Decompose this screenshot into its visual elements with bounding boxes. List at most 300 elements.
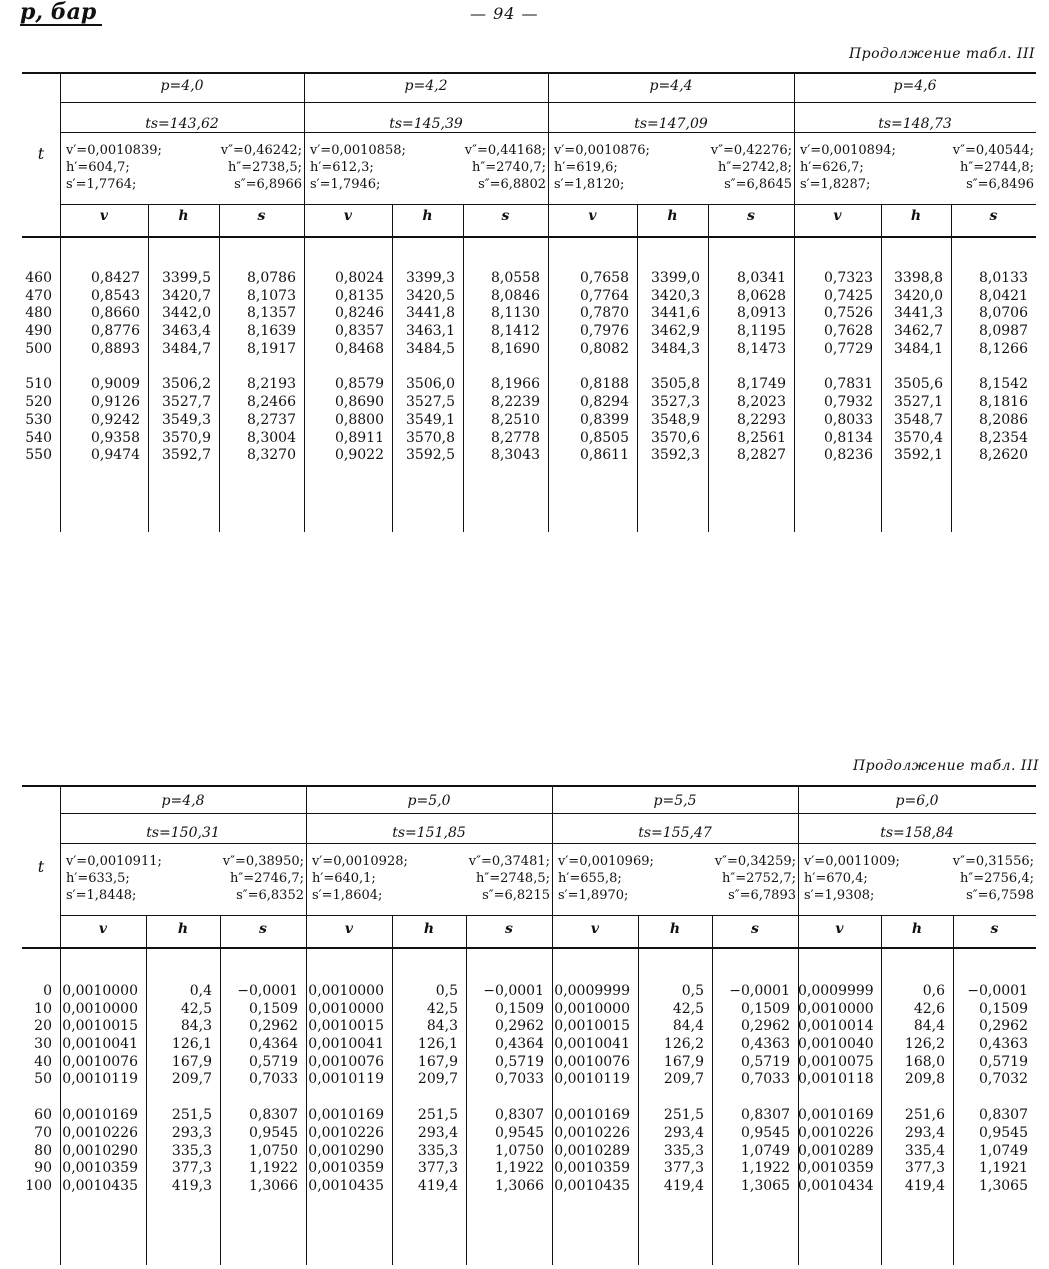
cell-v: 0,9009 (91, 376, 140, 393)
cell-h: 3484,3 (651, 340, 700, 357)
cell-v: 0,0010359 (798, 1160, 874, 1177)
cell-v: 0,0010118 (798, 1071, 874, 1088)
cell-s: 8,2086 (979, 411, 1028, 428)
cell-h: 293,4 (417, 1124, 458, 1141)
cell-h: 3398,8 (894, 270, 943, 286)
cell-s: 8,2510 (491, 411, 540, 428)
column-s (951, 270, 1028, 465)
cell-h: 3484,1 (894, 340, 943, 357)
cell-s: 0,8307 (249, 1107, 298, 1124)
cell-h: 84,4 (672, 1018, 704, 1035)
saturation-row (66, 853, 304, 870)
cell-h: 3548,9 (651, 411, 700, 428)
cell-s: 8,2737 (247, 411, 296, 428)
t-value: 0 (43, 983, 52, 999)
saturation-properties (804, 853, 1034, 904)
cell-s: 8,1966 (491, 376, 540, 393)
column-h (392, 270, 455, 465)
saturation-row (66, 870, 304, 887)
cell-h: 168,0 (904, 1053, 945, 1070)
cell-h: 3592,5 (406, 447, 455, 464)
cell-h: 377,3 (904, 1160, 945, 1177)
cell-v: 0,8468 (335, 340, 384, 357)
saturation-value-vapor: h″=2746,7; (230, 871, 304, 886)
cell-v: 0,0010359 (554, 1160, 630, 1177)
saturation-value-liquid: s′=1,8604; (312, 888, 383, 903)
t-value: 100 (25, 1177, 52, 1194)
saturation-row (804, 887, 1034, 904)
cell-s: 0,2962 (741, 1018, 790, 1035)
table-caption: Продолжение табл. III (852, 758, 1039, 774)
cell-v: 0,9242 (91, 411, 140, 428)
saturation-value-vapor: s″=6,8966 (234, 177, 302, 192)
cell-h: 0,5 (681, 983, 704, 999)
pressure-header: p=4,8 (161, 793, 205, 809)
column-header-s: s (990, 921, 999, 937)
cell-s: 0,7033 (249, 1071, 298, 1088)
column-v (798, 983, 873, 1196)
saturation-value-liquid: v′=0,0010876; (554, 143, 650, 158)
saturation-row (554, 159, 792, 176)
cell-s: 8,3043 (491, 447, 540, 464)
saturation-row (310, 159, 546, 176)
cell-v: 0,8134 (824, 429, 873, 446)
cell-s: 0,4363 (979, 1036, 1028, 1053)
cell-s: 0,7032 (979, 1071, 1028, 1088)
cell-h: 3570,8 (406, 429, 455, 446)
cell-h: 3441,3 (894, 305, 943, 322)
saturation-value-vapor: s″=6,8496 (966, 177, 1034, 192)
cell-v: 0,0010041 (554, 1036, 630, 1053)
cell-h: 3420,3 (651, 287, 700, 304)
column-header-v: v (343, 208, 353, 224)
column-v (304, 270, 384, 465)
cell-h: 3527,5 (406, 394, 455, 411)
cell-h: 167,9 (171, 1053, 212, 1070)
cell-v: 0,8776 (91, 323, 140, 340)
cell-s: 1,0749 (979, 1142, 1028, 1159)
column-v (548, 270, 629, 465)
cell-s: 8,0341 (737, 270, 786, 286)
cell-v: 0,0010076 (308, 1053, 384, 1070)
cell-h: 3441,8 (406, 305, 455, 322)
cell-h: 84,3 (426, 1018, 458, 1035)
cell-h: 3462,9 (651, 323, 700, 340)
cell-h: 42,6 (913, 1000, 945, 1017)
cell-h: 126,2 (663, 1036, 704, 1053)
cell-s: −0,0001 (967, 983, 1028, 999)
cell-s: 0,1509 (979, 1000, 1028, 1017)
cell-s: 8,0706 (979, 305, 1028, 322)
cell-h: 3484,7 (162, 340, 211, 357)
saturation-value-vapor: h″=2748,5; (476, 871, 550, 886)
saturation-row (66, 887, 304, 904)
cell-v: 0,8505 (580, 429, 629, 446)
cell-v: 0,9022 (335, 447, 384, 464)
saturation-properties (558, 853, 796, 904)
saturation-value-liquid: v′=0,0010894; (800, 143, 896, 158)
cell-v: 0,0010169 (798, 1107, 874, 1124)
column-header-s: s (501, 208, 510, 224)
column-v (60, 983, 138, 1196)
cell-v: 0,0010169 (554, 1107, 630, 1124)
cell-h: 335,4 (904, 1142, 945, 1159)
saturation-row (312, 853, 550, 870)
column-header-s: s (747, 208, 755, 224)
column-header-s: s (259, 921, 267, 937)
column-header-v: v (99, 208, 109, 224)
saturation-value-liquid: h′=655,8; (558, 871, 622, 886)
cell-h: 0,5 (435, 983, 458, 999)
cell-s: −0,0001 (483, 983, 544, 999)
cell-h: 3399,5 (162, 270, 211, 286)
cell-s: 0,5719 (249, 1053, 298, 1070)
cell-v: 0,8893 (91, 340, 140, 357)
rule-p (60, 813, 1036, 814)
cell-h: 3570,6 (651, 429, 700, 446)
variable-label: p, бар (20, 0, 102, 26)
cell-h: 419,4 (663, 1177, 704, 1194)
cell-v: 0,0010000 (308, 1000, 384, 1017)
cell-s: −0,0001 (237, 983, 298, 999)
cell-s: 8,1542 (979, 376, 1028, 393)
cell-s: 1,3066 (249, 1177, 298, 1194)
cell-h: 3420,0 (894, 287, 943, 304)
cell-h: 3462,7 (894, 323, 943, 340)
saturation-value-vapor: s″=6,8645 (724, 177, 792, 192)
cell-s: 0,9545 (741, 1124, 790, 1141)
cell-h: 3592,1 (894, 447, 943, 464)
pressure-header: p=4,4 (649, 78, 693, 94)
cell-s: 0,5719 (495, 1053, 544, 1070)
pressure-header: p=5,0 (407, 793, 451, 809)
t-value: 60 (34, 1107, 52, 1124)
cell-s: 0,2962 (495, 1018, 544, 1035)
cell-s: 8,3004 (247, 429, 296, 446)
cell-v: 0,9474 (91, 447, 140, 464)
cell-v: 0,7729 (824, 340, 873, 357)
cell-h: 251,5 (417, 1107, 458, 1124)
saturation-value-liquid: h′=604,7; (66, 160, 130, 175)
cell-v: 0,0010041 (62, 1036, 138, 1053)
saturation-value-liquid: h′=612,3; (310, 160, 374, 175)
cell-v: 0,0010359 (62, 1160, 138, 1177)
cell-h: 3463,1 (406, 323, 455, 340)
cell-v: 0,0010226 (554, 1124, 630, 1141)
cell-s: 1,0749 (741, 1142, 790, 1159)
cell-h: 3463,4 (162, 323, 211, 340)
saturation-value-vapor: h″=2740,7; (472, 160, 546, 175)
cell-s: 1,0750 (495, 1142, 544, 1159)
cell-v: 0,7526 (824, 305, 873, 322)
cell-v: 0,0010015 (554, 1018, 630, 1035)
cell-h: 3399,0 (651, 270, 700, 286)
cell-s: 8,3270 (247, 447, 296, 464)
t-value: 510 (25, 376, 52, 393)
saturation-properties (312, 853, 550, 904)
t-value: 490 (25, 323, 52, 340)
cell-s: 8,2620 (979, 447, 1028, 464)
cell-h: 3570,4 (894, 429, 943, 446)
saturation-temperature: ts=155,47 (638, 825, 712, 841)
cell-s: 0,2962 (249, 1018, 298, 1035)
cell-s: 8,1412 (491, 323, 540, 340)
t-value: 500 (25, 340, 52, 357)
pressure-header: p=4,6 (893, 78, 937, 94)
column-h (148, 270, 211, 465)
t-value: 70 (34, 1124, 52, 1141)
cell-s: 8,2023 (737, 394, 786, 411)
column-header-h: h (910, 208, 922, 224)
cell-s: 0,5719 (979, 1053, 1028, 1070)
cell-s: 0,7033 (495, 1071, 544, 1088)
cell-v: 0,0010169 (62, 1107, 138, 1124)
column-s (953, 983, 1028, 1196)
cell-s: 8,2778 (491, 429, 540, 446)
cell-h: 209,8 (904, 1071, 945, 1088)
saturation-value-liquid: s′=1,8970; (558, 888, 629, 903)
cell-v: 0,0010014 (798, 1018, 874, 1035)
cell-v: 0,0010119 (308, 1071, 384, 1088)
column-header-v: v (98, 921, 108, 937)
cell-v: 0,0010076 (554, 1053, 630, 1070)
cell-h: 377,3 (663, 1160, 704, 1177)
column-header-s: s (257, 208, 266, 224)
saturation-value-vapor: v″=0,31556; (952, 854, 1034, 869)
saturation-value-liquid: s′=1,7946; (310, 177, 381, 192)
cell-s: 8,1816 (979, 394, 1028, 411)
saturation-row (558, 870, 796, 887)
cell-s: 0,8307 (495, 1107, 544, 1124)
saturation-temperature: ts=151,85 (392, 825, 466, 841)
column-h (392, 983, 458, 1196)
saturation-value-liquid: v′=0,0010928; (312, 854, 408, 869)
cell-v: 0,0009999 (554, 983, 630, 999)
cell-s: 0,9545 (249, 1124, 298, 1141)
cell-s: 8,0628 (737, 287, 786, 304)
saturation-value-vapor: v″=0,38950; (222, 854, 304, 869)
column-header-h: h (667, 208, 678, 224)
column-header-s: s (989, 208, 998, 224)
saturation-temperature: ts=143,62 (145, 116, 219, 132)
cell-h: 84,4 (913, 1018, 945, 1035)
cell-h: 3506,0 (406, 376, 455, 393)
column-s (712, 983, 790, 1196)
cell-h: 167,9 (663, 1053, 704, 1070)
cell-v: 0,0010290 (62, 1142, 138, 1159)
cell-v: 0,8082 (580, 340, 629, 357)
t-value: 460 (25, 270, 52, 286)
cell-h: 3505,8 (651, 376, 700, 393)
saturation-value-liquid: v′=0,0010858; (310, 143, 406, 158)
cell-s: 8,2827 (737, 447, 786, 464)
cell-v: 0,0010000 (308, 983, 384, 999)
column-header-h: h (669, 921, 681, 937)
cell-v: 0,0010435 (554, 1177, 630, 1194)
saturation-row (66, 159, 302, 176)
cell-h: 0,6 (922, 983, 945, 999)
saturation-row (554, 176, 792, 193)
cell-h: 419,4 (417, 1177, 458, 1194)
cell-h: 3441,6 (651, 305, 700, 322)
column-v (306, 983, 384, 1196)
cell-h: 3420,5 (406, 287, 455, 304)
cell-s: 1,1922 (741, 1160, 790, 1177)
column-header-s: s (751, 921, 759, 937)
t-values (22, 270, 52, 465)
saturation-value-vapor: v″=0,42276; (710, 143, 792, 158)
cell-v: 0,8911 (335, 429, 384, 446)
cell-s: 8,1195 (737, 323, 786, 340)
saturation-value-vapor: v″=0,40544; (952, 143, 1034, 158)
cell-h: 209,7 (417, 1071, 458, 1088)
column-s (220, 983, 298, 1196)
cell-s: 8,2354 (979, 429, 1028, 446)
cell-s: 8,1357 (247, 305, 296, 322)
cell-v: 0,0010119 (554, 1071, 630, 1088)
cell-s: 8,1690 (491, 340, 540, 357)
cell-v: 0,8690 (335, 394, 384, 411)
t-values (22, 983, 52, 1196)
cell-v: 0,9358 (91, 429, 140, 446)
saturation-value-liquid: v′=0,0010969; (558, 854, 654, 869)
column-header-h: h (178, 208, 189, 224)
saturation-row (800, 176, 1034, 193)
cell-h: 3442,0 (162, 305, 211, 322)
column-s (219, 270, 296, 465)
cell-v: 0,0010435 (62, 1177, 138, 1194)
saturation-row (800, 142, 1034, 159)
cell-v: 0,0010169 (308, 1107, 384, 1124)
saturation-row (558, 853, 796, 870)
cell-v: 0,7425 (824, 287, 873, 304)
t-value: 20 (34, 1018, 52, 1035)
cell-s: 0,8307 (741, 1107, 790, 1124)
cell-s: 0,5719 (741, 1053, 790, 1070)
cell-v: 0,0010076 (62, 1053, 138, 1070)
cell-v: 0,8427 (91, 270, 140, 286)
cell-v: 0,0010040 (798, 1036, 874, 1053)
column-h (881, 983, 945, 1196)
saturation-row (312, 887, 550, 904)
t-value: 530 (25, 411, 52, 428)
cell-v: 0,8033 (824, 411, 873, 428)
t-value: 80 (34, 1142, 52, 1159)
saturation-properties (800, 142, 1034, 193)
cell-v: 0,7932 (824, 394, 873, 411)
cell-h: 126,2 (904, 1036, 945, 1053)
cell-s: 8,0133 (979, 270, 1028, 286)
cell-v: 0,8543 (91, 287, 140, 304)
column-header-v: v (835, 921, 844, 937)
saturation-value-vapor: v″=0,46242; (220, 143, 302, 158)
rule-top (22, 785, 1036, 787)
steam-table-1 (22, 72, 1036, 532)
column-header-v: v (833, 208, 842, 224)
saturation-value-vapor: s″=6,7893 (728, 888, 796, 903)
column-h (637, 270, 700, 465)
saturation-temperature: ts=145,39 (389, 116, 463, 132)
saturation-value-liquid: s′=1,8120; (554, 177, 625, 192)
pressure-header: p=6,0 (895, 793, 939, 809)
t-value: 10 (34, 1000, 52, 1017)
cell-v: 0,8611 (580, 447, 629, 464)
cell-v: 0,8236 (824, 447, 873, 464)
saturation-row (804, 853, 1034, 870)
cell-s: 8,1917 (247, 340, 296, 357)
cell-s: 8,0987 (979, 323, 1028, 340)
cell-v: 0,0010226 (62, 1124, 138, 1141)
column-h (146, 983, 212, 1196)
cell-s: 1,3065 (741, 1177, 790, 1194)
cell-h: 3527,1 (894, 394, 943, 411)
cell-v: 0,7323 (824, 270, 873, 286)
cell-v: 0,0010435 (308, 1177, 384, 1194)
cell-s: 8,2239 (491, 394, 540, 411)
saturation-value-vapor: s″=6,7598 (966, 888, 1034, 903)
cell-v: 0,8800 (335, 411, 384, 428)
saturation-value-vapor: s″=6,8215 (482, 888, 550, 903)
column-v (794, 270, 873, 465)
cell-v: 0,8024 (335, 270, 384, 286)
cell-h: 3592,7 (162, 447, 211, 464)
cell-h: 335,3 (663, 1142, 704, 1159)
cell-h: 3549,1 (406, 411, 455, 428)
t-value: 470 (25, 287, 52, 304)
column-v (552, 983, 630, 1196)
saturation-value-vapor: v″=0,34259; (714, 854, 796, 869)
cell-v: 0,0010289 (798, 1142, 874, 1159)
cell-v: 0,9126 (91, 394, 140, 411)
saturation-value-liquid: s′=1,8287; (800, 177, 871, 192)
column-header-v: v (588, 208, 597, 224)
cell-s: 0,1509 (495, 1000, 544, 1017)
cell-h: 42,5 (426, 1000, 458, 1017)
cell-h: 251,6 (904, 1107, 945, 1124)
cell-s: 0,1509 (741, 1000, 790, 1017)
saturation-value-liquid: h′=640,1; (312, 871, 376, 886)
cell-s: 1,0750 (249, 1142, 298, 1159)
t-value: 520 (25, 394, 52, 411)
saturation-value-liquid: h′=633,5; (66, 871, 130, 886)
saturation-value-liquid: v′=0,0010911; (66, 854, 162, 869)
t-value: 480 (25, 305, 52, 322)
cell-h: 3549,3 (162, 411, 211, 428)
t-value: 30 (34, 1036, 52, 1053)
cell-s: 0,1509 (249, 1000, 298, 1017)
cell-s: 1,1921 (979, 1160, 1028, 1177)
cell-s: 8,0846 (491, 287, 540, 304)
saturation-value-liquid: s′=1,8448; (66, 888, 137, 903)
t-value: 50 (34, 1071, 52, 1088)
pressure-header: p=5,5 (653, 793, 697, 809)
cell-h: 3592,3 (651, 447, 700, 464)
cell-h: 3505,6 (894, 376, 943, 393)
saturation-temperature: ts=158,84 (880, 825, 954, 841)
saturation-value-liquid: v′=0,0010839; (66, 143, 162, 158)
cell-s: 8,0421 (979, 287, 1028, 304)
cell-h: 84,3 (180, 1018, 212, 1035)
cell-h: 251,5 (663, 1107, 704, 1124)
cell-h: 293,4 (663, 1124, 704, 1141)
cell-v: 0,8399 (580, 411, 629, 428)
column-s (708, 270, 786, 465)
pressure-header: p=4,2 (404, 78, 448, 94)
cell-v: 0,0010000 (798, 1000, 874, 1017)
cell-h: 3570,9 (162, 429, 211, 446)
cell-v: 0,0010015 (308, 1018, 384, 1035)
rule-ts (60, 843, 1036, 844)
